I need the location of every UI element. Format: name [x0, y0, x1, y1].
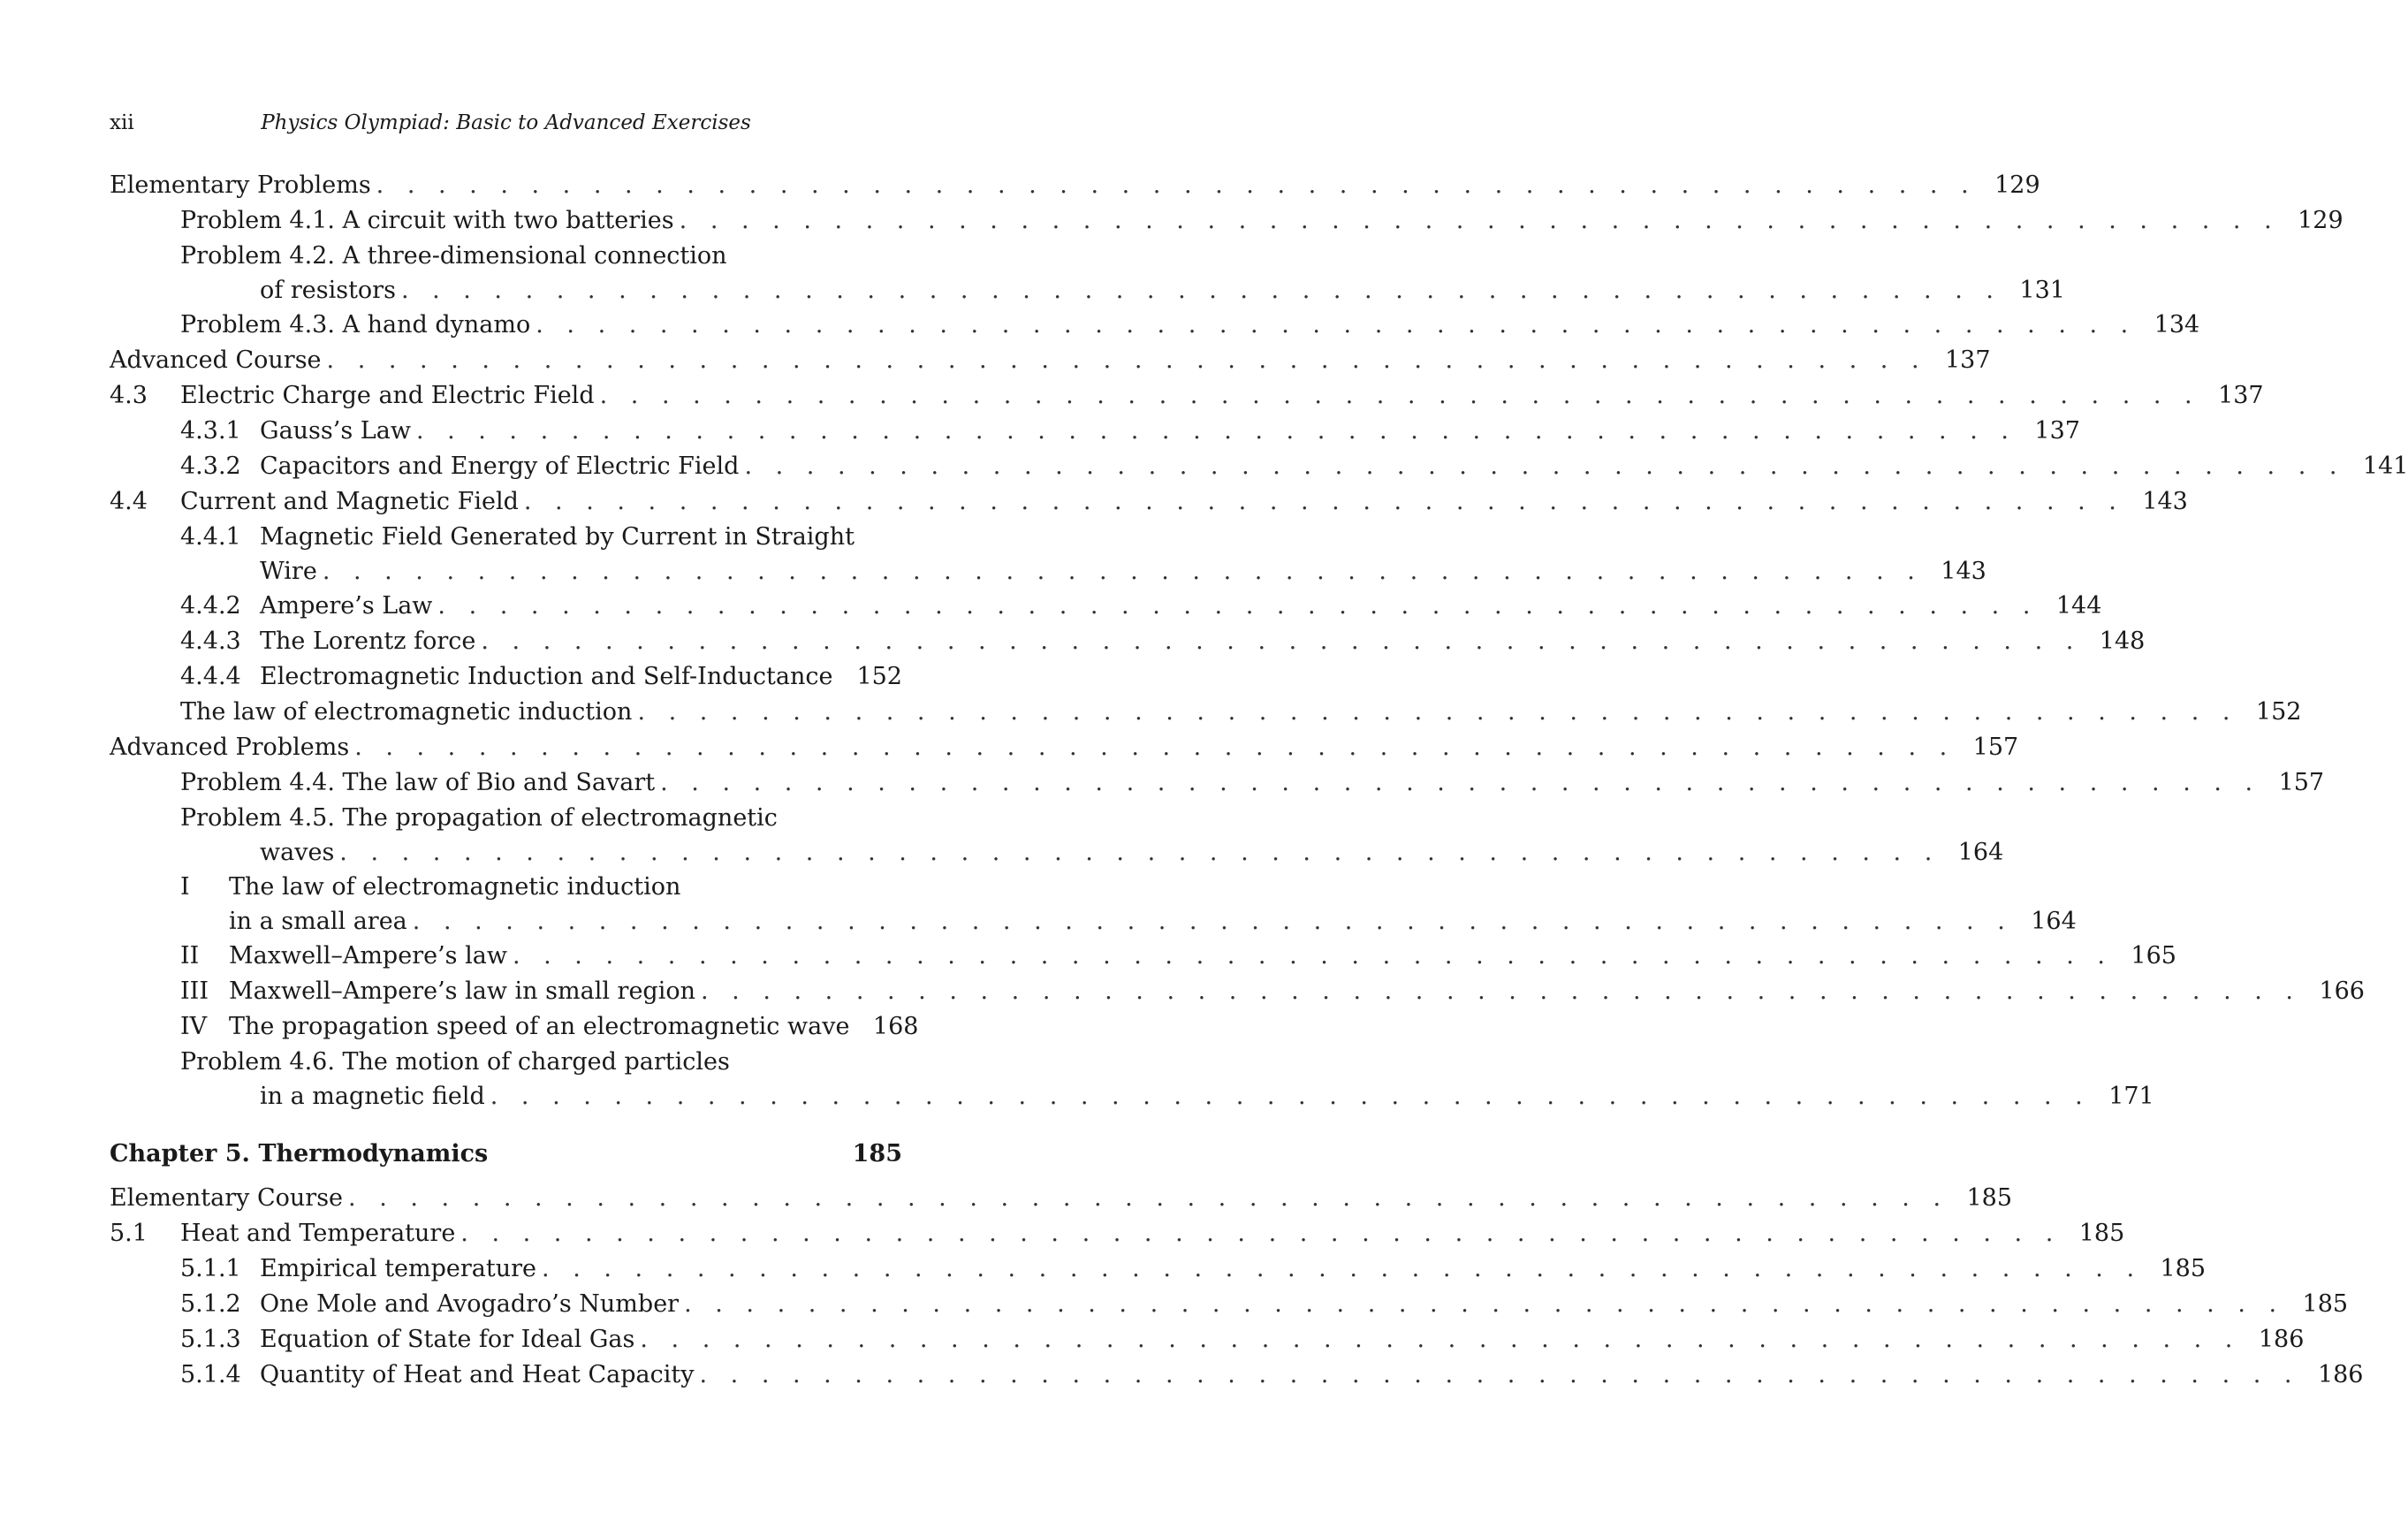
toc-entry[interactable] [110, 801, 902, 836]
header-book-title: Physics Olympiad: Basic to Advanced Exercises [261, 111, 751, 134]
toc-entry[interactable] [110, 1216, 2125, 1251]
table-of-contents [110, 168, 2408, 1393]
toc-entry-title: Problem 4.6. The motion of charged particles [180, 1048, 730, 1076]
toc-leader-dots: . . . . . . . . . . . . . . . . . . . . . . . . . . . . . . . . . . . . . . . . . . . . . . . . . . . . [699, 1361, 2300, 1388]
toc-leader-dots: . . . . . . . . . . . . . . . . . . . . . . . . . . . . . . . . . . . . . . . . . . . . . . . . . . . . [536, 311, 2137, 338]
toc-entry[interactable] [110, 1009, 919, 1045]
toc-entry-page: 141 [2362, 452, 2408, 480]
toc-entry-page: 129 [2298, 207, 2343, 234]
toc-entry-page: 166 [2319, 977, 2365, 1005]
toc-entry[interactable] [110, 239, 902, 274]
toc-entry-number: I [180, 873, 190, 901]
toc-entry-page: 185 [1966, 1184, 2013, 1212]
toc-entry[interactable] [110, 203, 2343, 239]
toc-entry-number: 5.1.2 [180, 1290, 241, 1318]
toc-leader-dots: . . . . . . . . . . . . . . . . . . . . . . . . . . . . . . . . . . . . . . . . . . . . . . . . . . . . [637, 698, 2238, 726]
toc-entry-title: The law of electromagnetic induction [180, 698, 633, 726]
toc-entry-title: Maxwell–Ampere’s law in small region [229, 977, 695, 1005]
toc-entry-continuation[interactable] [110, 836, 2004, 870]
toc-entry-title: The law of electromagnetic induction [229, 873, 681, 901]
toc-leader-dots: . . . . . . . . . . . . . . . . . . . . . . . . . . . . . . . . . . . . . . . . . . . . . . . . . . . . [415, 417, 2017, 445]
toc-entry-title: Gauss’s Law [260, 417, 411, 445]
toc-entry[interactable] [110, 939, 2176, 974]
toc-entry-page: 157 [2278, 769, 2325, 796]
toc-entry[interactable] [110, 870, 902, 905]
toc-entry-number: 5.1 [110, 1220, 148, 1247]
toc-entry-continuation[interactable] [110, 555, 1986, 589]
running-header [110, 111, 902, 143]
toc-entry-title: Problem 4.3. A hand dynamo [180, 311, 531, 338]
toc-leader-dots: . . . . . . . . . . . . . . . . . . . . . . . . . . . . . . . . . . . . . . . . . . . . . . . . . . . . [490, 1083, 2091, 1110]
toc-chapter-title: Chapter 5. Thermodynamics [110, 1140, 489, 1167]
toc-entry-number: 4.4 [110, 488, 148, 515]
toc-entry-page: 137 [2218, 382, 2264, 409]
toc-entry-page: 134 [2154, 311, 2200, 338]
toc-entry[interactable] [110, 414, 2080, 449]
toc-entry[interactable] [110, 659, 902, 695]
toc-leader-dots: . . . . . . . . . . . . . . . . . . . . . . . . . . . . . . . . . . . . . . . . . . . . . . . . . . . . [512, 942, 2113, 970]
toc-entry-title: Problem 4.1. A circuit with two batteries [180, 207, 674, 234]
toc-leader-dots: . . . . . . . . . . . . . . . . . . . . . . . . . . . . . . . . . . . . . . . . . . . . . . . . . . . . [460, 1220, 2062, 1247]
toc-entry-title: waves [260, 839, 335, 866]
toc-entry-page: 186 [2317, 1361, 2364, 1388]
toc-entry-number: II [180, 942, 200, 970]
toc-entry-continuation[interactable] [110, 274, 2065, 308]
toc-entry-page: 144 [2055, 592, 2102, 620]
toc-chapter-page: 185 [852, 1140, 902, 1167]
toc-leader-dots: . . . . . . . . . . . . . . . . . . . . . . . . . . . . . . . . . . . . . . . . . . . . . . . . . . . . [744, 452, 2345, 480]
toc-entry-title: The propagation speed of an electromagnetic wave [229, 1013, 850, 1040]
toc-leader-dots: . . . . . . . . . . . . . . . . . . . . . . . . . . . . . . . . . . . . . . . . . . . . . . . . . . . . [523, 488, 2124, 515]
toc-entry-number: 4.4.4 [180, 663, 241, 690]
toc-leader-dots: . . . . . . . . . . . . . . . . . . . . . . . . . . . . . . . . . . . . . . . . . . . . . . . . . . . . [322, 558, 1923, 585]
toc-entry-number: 5.1.1 [180, 1255, 241, 1282]
toc-leader-dots: . . . . . . . . . . . . . . . . . . . . . . . . . . . . . . . . . . . . . . . . . . . . . . . . . . . . [542, 1255, 2143, 1282]
toc-entry-page: 171 [2108, 1083, 2154, 1110]
toc-entry-page: 152 [2255, 698, 2302, 726]
toc-leader-dots: . . . . . . . . . . . . . . . . . . . . . . . . . . . . . . . . . . . . . . . . . . . . . . . . . . . . [326, 346, 1927, 374]
toc-entry-title: Equation of State for Ideal Gas [260, 1326, 635, 1353]
toc-leader-dots: . . . . . . . . . . . . . . . . . . . . . . . . . . . . . . . . . . . . . . . . . . . . . . . . . . . . [412, 908, 2013, 935]
toc-entry-number: III [180, 977, 209, 1005]
toc-entry-number: 4.4.1 [180, 523, 241, 551]
toc-leader-dots: . . . . . . . . . . . . . . . . . . . . . . . . . . . . . . . . . . . . . . . . . . . . . . . . . . . . [376, 171, 1977, 199]
toc-entry-title: The Lorentz force [260, 627, 476, 655]
toc-entry[interactable] [110, 589, 2102, 624]
toc-entry-title: Advanced Course [110, 346, 322, 374]
toc-entry-number: 4.4.3 [180, 627, 241, 655]
toc-entry-title: Electric Charge and Electric Field [180, 382, 595, 409]
toc-entry-page: 185 [2302, 1290, 2349, 1318]
toc-chapter-heading[interactable] [110, 1137, 902, 1172]
toc-entry-number: 5.1.3 [180, 1326, 241, 1353]
toc-entry-page: 137 [1945, 346, 1991, 374]
toc-entry-title: Elementary Problems [110, 171, 371, 199]
toc-entry-title: in a magnetic field [260, 1083, 485, 1110]
toc-entry[interactable] [110, 1181, 2013, 1216]
toc-entry[interactable] [110, 484, 2188, 520]
toc-entry-title: Electromagnetic Induction and Self-Inductance [260, 663, 833, 690]
toc-entry-title: Heat and Temperature [180, 1220, 456, 1247]
toc-entry[interactable] [110, 378, 2264, 414]
toc-entry-title: of resistors [260, 277, 396, 304]
toc-leader-dots: . . . . . . . . . . . . . . . . . . . . . . . . . . . . . . . . . . . . . . . . . . . . . . . . . . . . [660, 769, 2261, 796]
toc-leader-dots: . . . . . . . . . . . . . . . . . . . . . . . . . . . . . . . . . . . . . . . . . . . . . . . . . . . . [679, 207, 2280, 234]
toc-leader-dots: . . . . . . . . . . . . . . . . . . . . . . . . . . . . . . . . . . . . . . . . . . . . . . . . . . . . [354, 734, 1956, 761]
toc-entry[interactable] [110, 520, 902, 555]
toc-leader-dots: . . . . . . . . . . . . . . . . . . . . . . . . . . . . . . . . . . . . . . . . . . . . . . . . . . . . [400, 277, 2002, 304]
toc-entry-title: Ampere’s Law [260, 592, 433, 620]
toc-entry-title: Empirical temperature [260, 1255, 537, 1282]
toc-entry-page: 165 [2131, 942, 2176, 970]
toc-leader-dots: . . . . . . . . . . . . . . . . . . . . . . . . . . . . . . . . . . . . . . . . . . . . . . . . . . . . [640, 1326, 2241, 1353]
toc-entry[interactable] [110, 1287, 2349, 1322]
toc-entry-page: 168 [872, 1013, 919, 1040]
toc-entry-title: Problem 4.5. The propagation of electromagnetic [180, 804, 778, 832]
toc-entry-title: Problem 4.4. The law of Bio and Savart [180, 769, 656, 796]
toc-entry-page: 131 [2019, 277, 2065, 304]
toc-entry-title: Magnetic Field Generated by Current in Straight [260, 523, 855, 551]
header-page-number: xii [110, 111, 134, 134]
toc-entry[interactable] [110, 1045, 902, 1080]
toc-entry-page: 164 [1957, 839, 2004, 866]
toc-entry-number: 4.3.2 [180, 452, 241, 480]
toc-entry-page: 143 [1941, 558, 1986, 585]
toc-leader-dots: . . . . . . . . . . . . . . . . . . . . . . . . . . . . . . . . . . . . . . . . . . . . . . . . . . . . [339, 839, 1941, 866]
toc-leader-dots: . . . . . . . . . . . . . . . . . . . . . . . . . . . . . . . . . . . . . . . . . . . . . . . . . . . . [684, 1290, 2285, 1318]
toc-entry-page: 164 [2031, 908, 2077, 935]
toc-entry-number: 5.1.4 [180, 1361, 241, 1388]
toc-entry[interactable] [110, 730, 2019, 765]
toc-entry-page: 185 [2078, 1220, 2125, 1247]
toc-entry-title: Quantity of Heat and Heat Capacity [260, 1361, 695, 1388]
toc-entry-page: 137 [2034, 417, 2080, 445]
toc-leader-dots [838, 659, 839, 695]
toc-entry-number: IV [180, 1013, 208, 1040]
toc-entry[interactable] [110, 1251, 2207, 1287]
toc-entry[interactable] [110, 765, 2325, 801]
toc-entry-title: in a small area [229, 908, 407, 935]
toc-entry[interactable] [110, 974, 2365, 1009]
toc-entry-page: 157 [1972, 734, 2019, 761]
toc-entry-number: 4.4.2 [180, 592, 241, 620]
toc-entry[interactable] [110, 343, 1991, 378]
toc-entry-page: 148 [2099, 627, 2146, 655]
toc-entry-title: Wire [260, 558, 317, 585]
toc-entry-page: 186 [2258, 1326, 2305, 1353]
toc-entry-title: Advanced Problems [110, 734, 350, 761]
toc-entry[interactable] [110, 695, 2302, 730]
toc-leader-dots: . . . . . . . . . . . . . . . . . . . . . . . . . . . . . . . . . . . . . . . . . . . . . . . . . . . . [481, 627, 2082, 655]
toc-entry-title: One Mole and Avogadro’s Number [260, 1290, 680, 1318]
toc-entry[interactable] [110, 168, 2040, 203]
toc-entry[interactable] [110, 308, 2200, 343]
toc-entry-number: 4.3.1 [180, 417, 241, 445]
toc-entry[interactable] [110, 1357, 2364, 1393]
toc-leader-dots: . . . . . . . . . . . . . . . . . . . . . . . . . . . . . . . . . . . . . . . . . . . . . . . . . . . . [348, 1184, 1949, 1212]
toc-entry-title: Capacitors and Energy of Electric Field [260, 452, 740, 480]
toc-entry-title: Maxwell–Ampere’s law [229, 942, 507, 970]
toc-entry-continuation[interactable] [110, 905, 2077, 939]
toc-entry-page: 152 [856, 663, 902, 690]
toc-leader-dots: . . . . . . . . . . . . . . . . . . . . . . . . . . . . . . . . . . . . . . . . . . . . . . . . . . . . [701, 977, 2301, 1005]
toc-entry-continuation[interactable] [110, 1080, 2154, 1114]
toc-entry-title: Problem 4.2. A three-dimensional connection [180, 242, 727, 270]
toc-entry-page: 185 [2160, 1255, 2207, 1282]
toc-entry-title: Current and Magnetic Field [180, 488, 519, 515]
toc-entry-title: Elementary Course [110, 1184, 344, 1212]
toc-leader-dots: . . . . . . . . . . . . . . . . . . . . . . . . . . . . . . . . . . . . . . . . . . . . . . . . . . . . [599, 382, 2200, 409]
toc-entry[interactable] [110, 624, 2146, 659]
toc-entry-page: 129 [1994, 171, 2040, 199]
toc-entry-number: 4.3 [110, 382, 148, 409]
toc-entry[interactable] [110, 1322, 2305, 1357]
toc-entry[interactable] [110, 449, 2408, 484]
toc-leader-dots: . . . . . . . . . . . . . . . . . . . . . . . . . . . . . . . . . . . . . . . . . . . . . . . . . . . . [437, 592, 2039, 620]
toc-entry-page: 143 [2142, 488, 2188, 515]
